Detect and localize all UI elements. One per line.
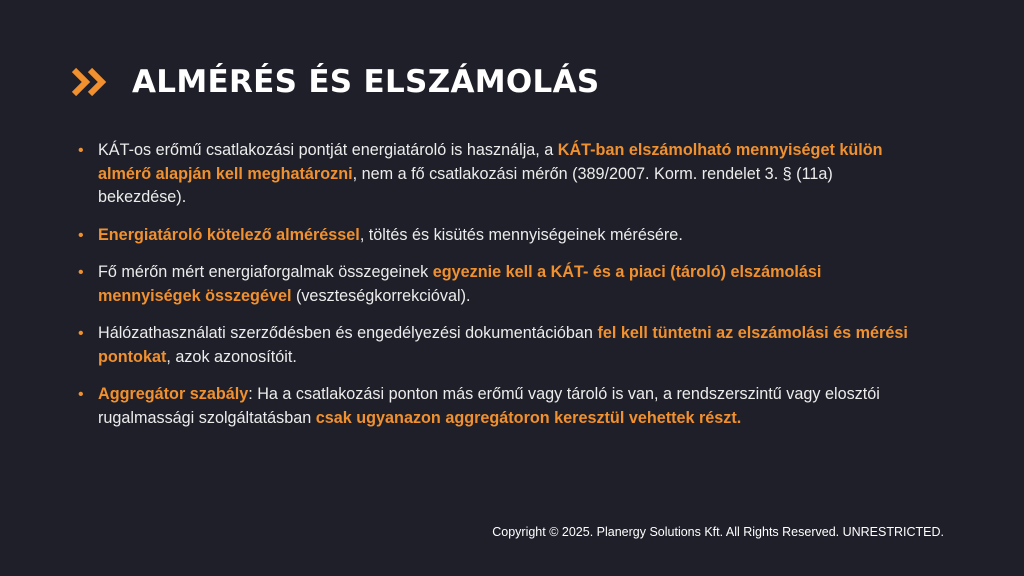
bullet-highlight: fel kell tüntetni az elszámolási és mérési pontokat [98,324,908,366]
bullet-item [78,224,918,248]
copyright-footer: Copyright © 2025. Planergy Solutions Kft. All Rights Reserved. UNRESTRICTED. [492,525,944,539]
bullet-text: Hálózathasználati szerződésben és engedélyezési dokumentációban [98,324,598,342]
bullet-marker: • [78,386,84,403]
bullet-text: , azok azonosítóit. [166,347,297,366]
bullet-marker: • [78,226,84,244]
bullet-highlight: Aggregátor szabály [98,385,249,403]
bullet-highlight: Energiatároló kötelező alméréssel [98,225,360,244]
slide-title: ALMÉRÉS ÉS ELSZÁMOLÁS [132,64,600,100]
title-row [70,58,600,106]
bullet-item [78,322,918,369]
bullet-text: Fő mérőn mért energiaforgalmak összegeinek [98,263,433,281]
bullet-text: : Ha a csatlakozási ponton más erőmű vagy tároló is van, a rendszerszintű vagy elosztói rugalmassági szolgáltatásban [98,385,880,427]
bullet-list [78,139,918,444]
bullet-text: , töltés és kisütés mennyiségeinek mérésére. [359,225,683,244]
bullet-item [78,139,918,210]
bullet-item [78,383,918,430]
bullet-marker: • [78,264,84,281]
bullet-highlight: KÁT-ban elszámolható mennyiséget külön almérő alapján kell meghatározni [98,141,883,183]
bullet-highlight: egyeznie kell a KÁT- és a piaci (tároló) elszámolási mennyiségek összegével [98,263,822,305]
bullet-marker: • [78,142,84,159]
bullet-text: (veszteségkorrekcióval). [291,286,471,305]
double-chevron-right-icon [70,66,114,98]
bullet-marker: • [78,325,84,342]
bullet-item [78,261,918,308]
bullet-text: , nem a fő csatlakozási mérőn (389/2007. Korm. rendelet 3. § (11a) bekezdése). [98,164,833,206]
bullet-highlight: csak ugyanazon aggregátoron keresztül vehettek részt. [315,408,742,427]
bullet-text: KÁT-os erőmű csatlakozási pontját energiatároló is használja, a [98,141,558,159]
